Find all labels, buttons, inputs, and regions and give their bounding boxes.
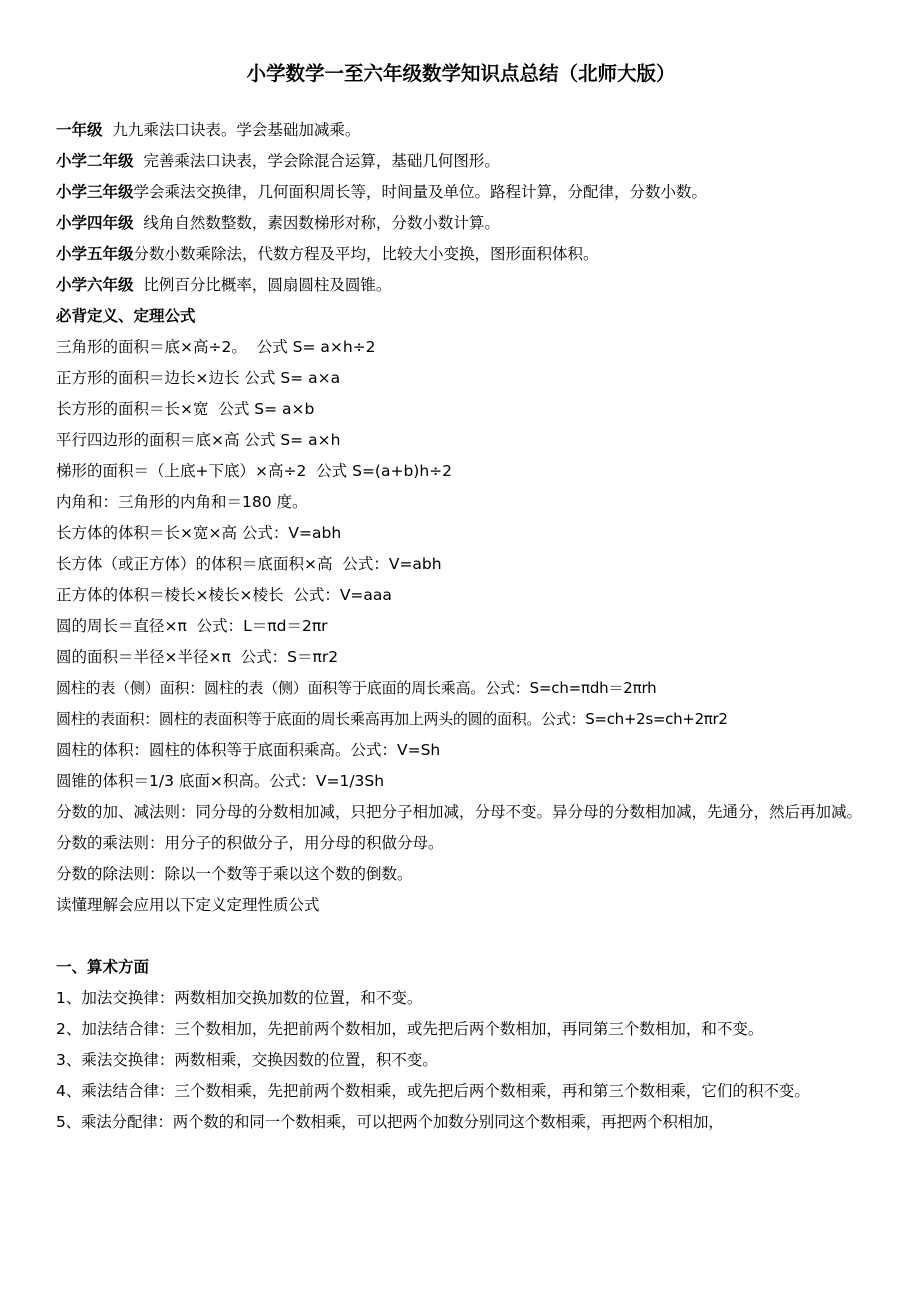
grade-line-6 [56, 270, 866, 301]
fraction-rule: 分数的加、减法则：同分母的分数相加减，只把分子相加减，分母不变。异分母的分数相加减，先通分，然后再加减。 [56, 803, 863, 821]
document-title: 小学数学一至六年级数学知识点总结（北师大版） [246, 62, 676, 85]
formula-line: 圆的面积＝半径×半径×π 公式：S＝πr2 [56, 648, 339, 666]
formula-line: 正方体的体积＝棱长×棱长×棱长 公式：V=aaa [56, 586, 392, 604]
grade-label: 小学四年级 [56, 214, 134, 232]
grade-label: 小学六年级 [56, 276, 134, 294]
formula-line: 长方体的体积＝长×宽×高 公式：V=abh [56, 524, 342, 542]
formula-line: 平行四边形的面积＝底×高 公式 S= a×h [56, 431, 341, 449]
grade-line-4 [56, 208, 866, 239]
formula-line: 圆锥的体积＝1/3 底面×积高。公式：V=1/3Sh [56, 772, 385, 790]
grade-line-1 [56, 115, 866, 146]
formula-line: 长方形的面积＝长×宽 公式 S= a×b [56, 400, 315, 418]
arith-rule: 1、加法交换律：两数相加交换加数的位置，和不变。 [56, 989, 423, 1007]
grade-label: 一年级 [56, 121, 103, 139]
fraction-rule: 读懂理解会应用以下定义定理性质公式 [56, 896, 320, 914]
formula-line: 圆的周长＝直径×π 公式：L＝πd＝2πr [56, 617, 328, 635]
formula-line: 内角和：三角形的内角和＝180 度。 [56, 493, 308, 511]
formula-line: 圆柱的体积：圆柱的体积等于底面积乘高。公式：V=Sh [56, 741, 441, 759]
blank-line [56, 921, 866, 952]
grade-separator [134, 276, 144, 294]
grade-line-3 [56, 177, 866, 208]
grade-text: 分数小数乘除法，代数方程及平均，比较大小变换，图形面积体积。 [133, 245, 599, 263]
formula-line: 圆柱的表（侧）面积：圆柱的表（侧）面积等于底面的周长乘高。公式：S=ch=πdh＝2πrh [56, 679, 657, 697]
grade-label: 小学三年级 [56, 183, 134, 201]
arith-rule: 4、乘法结合律：三个数相乘，先把前两个数相乘，或先把后两个数相乘，再和第三个数相乘，它们的积不变。 [56, 1082, 810, 1100]
formula-line: 圆柱的表面积：圆柱的表面积等于底面的周长乘高再加上两头的圆的面积。公式：S=ch+2s=ch+2πr2 [56, 710, 728, 728]
fraction-rule: 分数的乘法则：用分子的积做分子，用分母的积做分母。 [56, 834, 444, 852]
grade-text: 完善乘法口诀表，学会除混合运算，基础几何图形。 [143, 152, 500, 170]
grade-label: 小学二年级 [56, 152, 134, 170]
arith-rule: 2、加法结合律：三个数相加，先把前两个数相加，或先把后两个数相加，再同第三个数相加，和不变。 [56, 1020, 764, 1038]
formula-line: 正方形的面积＝边长×边长 公式 S= a×a [56, 369, 341, 387]
grade-line-5 [56, 239, 866, 270]
formula-line: 三角形的面积＝底×高÷2。 公式 S= a×h÷2 [56, 338, 376, 356]
arith-rule: 3、乘法交换律：两数相乘，交换因数的位置，积不变。 [56, 1051, 438, 1069]
grade-separator [134, 152, 144, 170]
fraction-rule: 分数的除法则：除以一个数等于乘以这个数的倒数。 [56, 865, 413, 883]
formulas-heading: 必背定义、定理公式 [56, 307, 196, 325]
arith-rule: 5、乘法分配律：两个数的和同一个数相乘，可以把两个加数分别同这个数相乘，再把两个积相加， [56, 1113, 724, 1131]
grade-separator [134, 214, 144, 232]
grade-text: 比例百分比概率，圆扇圆柱及圆锥。 [143, 276, 392, 294]
arith-heading: 一、算术方面 [56, 958, 150, 976]
formula-line: 梯形的面积＝（上底+下底）×高÷2 公式 S=(a+b)h÷2 [56, 462, 453, 480]
grade-text: 线角自然数整数，素因数梯形对称，分数小数计算。 [143, 214, 500, 232]
grade-line-2 [56, 146, 866, 177]
grade-text: 九九乘法口诀表。学会基础加减乘。 [112, 121, 361, 139]
grade-separator [103, 121, 113, 139]
grade-text: 学会乘法交换律，几何面积周长等，时间量及单位。路程计算，分配律，分数小数。 [133, 183, 708, 201]
formula-line: 长方体（或正方体）的体积＝底面积×高 公式：V=abh [56, 555, 442, 573]
grade-label: 小学五年级 [56, 245, 134, 263]
